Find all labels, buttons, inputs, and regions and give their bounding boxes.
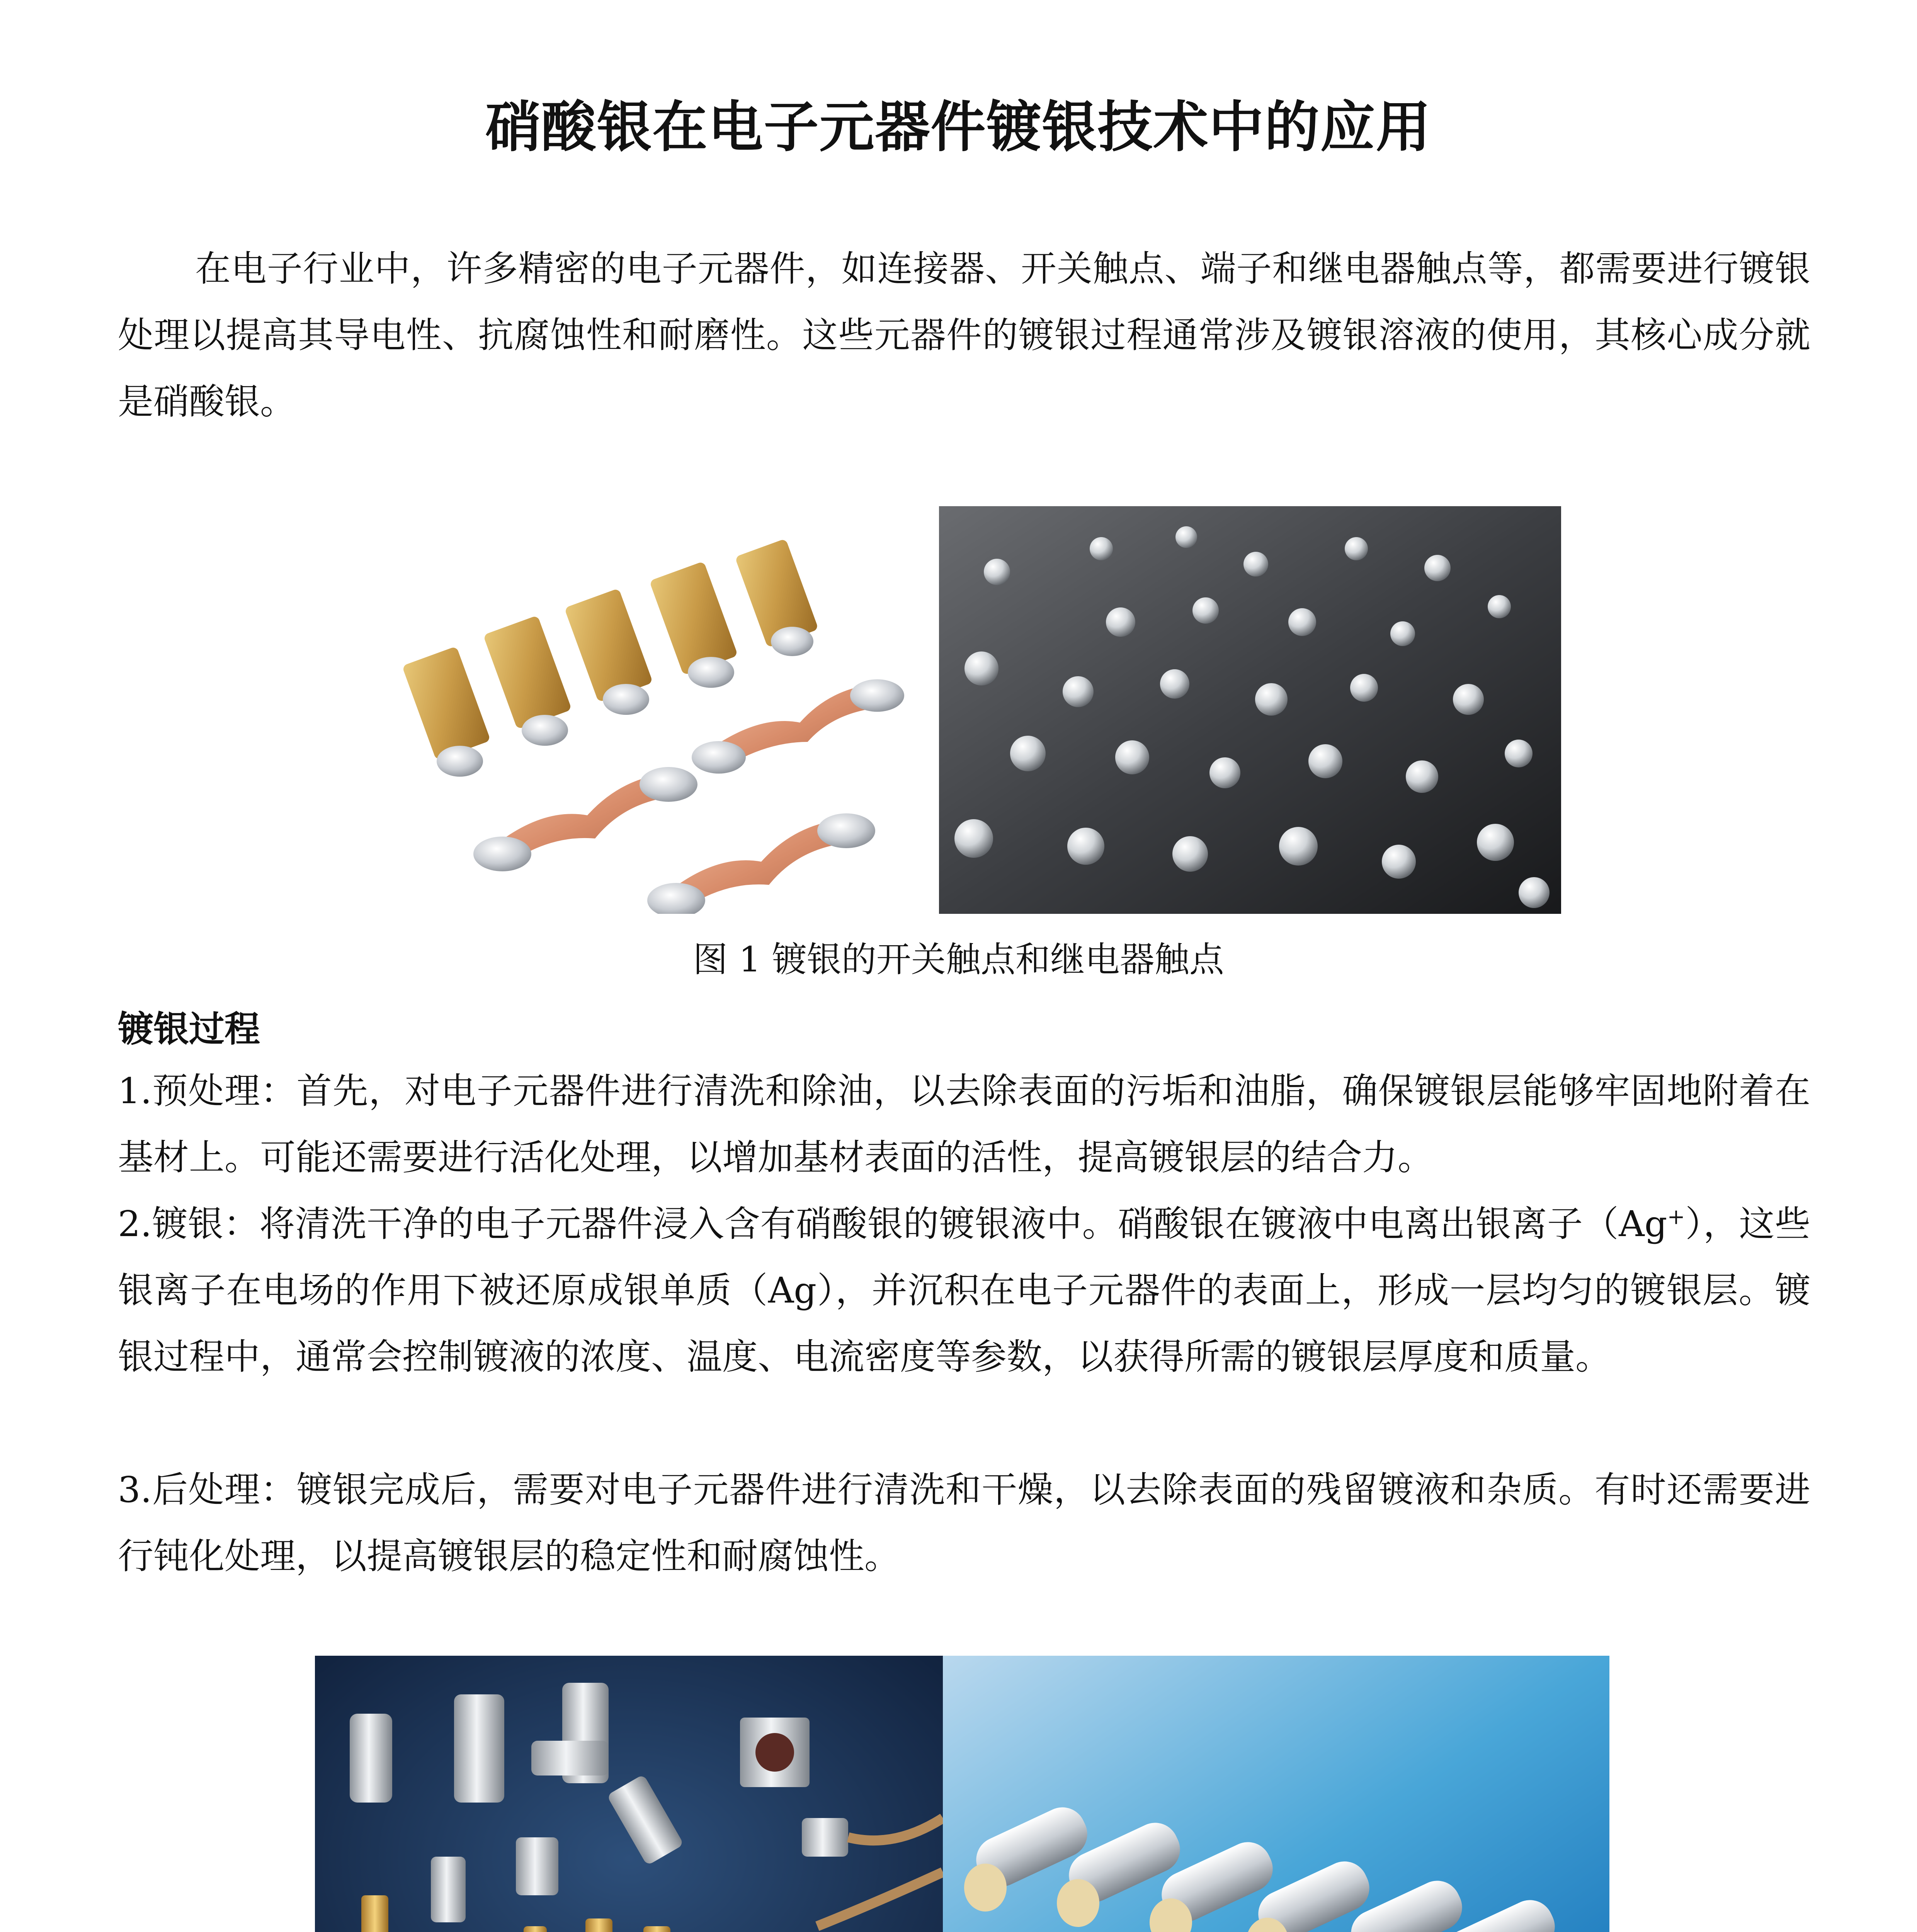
- process-step-2: 2.镀银：将清洗干净的电子元器件浸入含有硝酸银的镀银液中。硝酸银在镀液中电离出银离子（Ag+），这些银离子在电场的作用下被还原成银单质（Ag），并沉积在电子元器件的表面上，形成一层均匀的镀银层。镀银过程中，通常会控制镀液的浓度、温度、电流密度等参数，以获得所需的镀银层厚度和质量。: [118, 1203, 1810, 1378]
- connectors-photo: [315, 1656, 943, 1932]
- switch-contacts-photo: [371, 506, 931, 914]
- relay-contacts-photo: [939, 506, 1561, 914]
- process-step-3: 3.后处理：镀银完成后，需要对电子元器件进行清洗和干燥，以去除表面的残留镀液和杂质。有时还需要进行钝化处理，以提高镀银层的稳定性和耐腐蚀性。: [118, 1469, 1810, 1577]
- page-title: 硝酸银在电子元器件镀银技术中的应用: [485, 95, 1432, 159]
- process-step-1: 1.预处理：首先，对电子元器件进行清洗和除油，以去除表面的污垢和油脂，确保镀银层能够牢固地附着在基材上。可能还需要进行活化处理，以增加基材表面的活性，提高镀银层的结合力。: [118, 1070, 1810, 1178]
- intro-paragraph: 在电子行业中，许多精密的电子元器件，如连接器、开关触点、端子和继电器触点等，都需要进行镀银处理以提高其导电性、抗腐蚀性和耐磨性。这些元器件的镀银过程通常涉及镀银溶液的使用，其核心成分就是硝酸银。: [118, 248, 1810, 422]
- figure1-caption: 图 1 镀银的开关触点和继电器触点: [693, 939, 1224, 980]
- section-heading-process: 镀银过程: [118, 1009, 260, 1050]
- terminals-photo: [943, 1656, 1609, 1932]
